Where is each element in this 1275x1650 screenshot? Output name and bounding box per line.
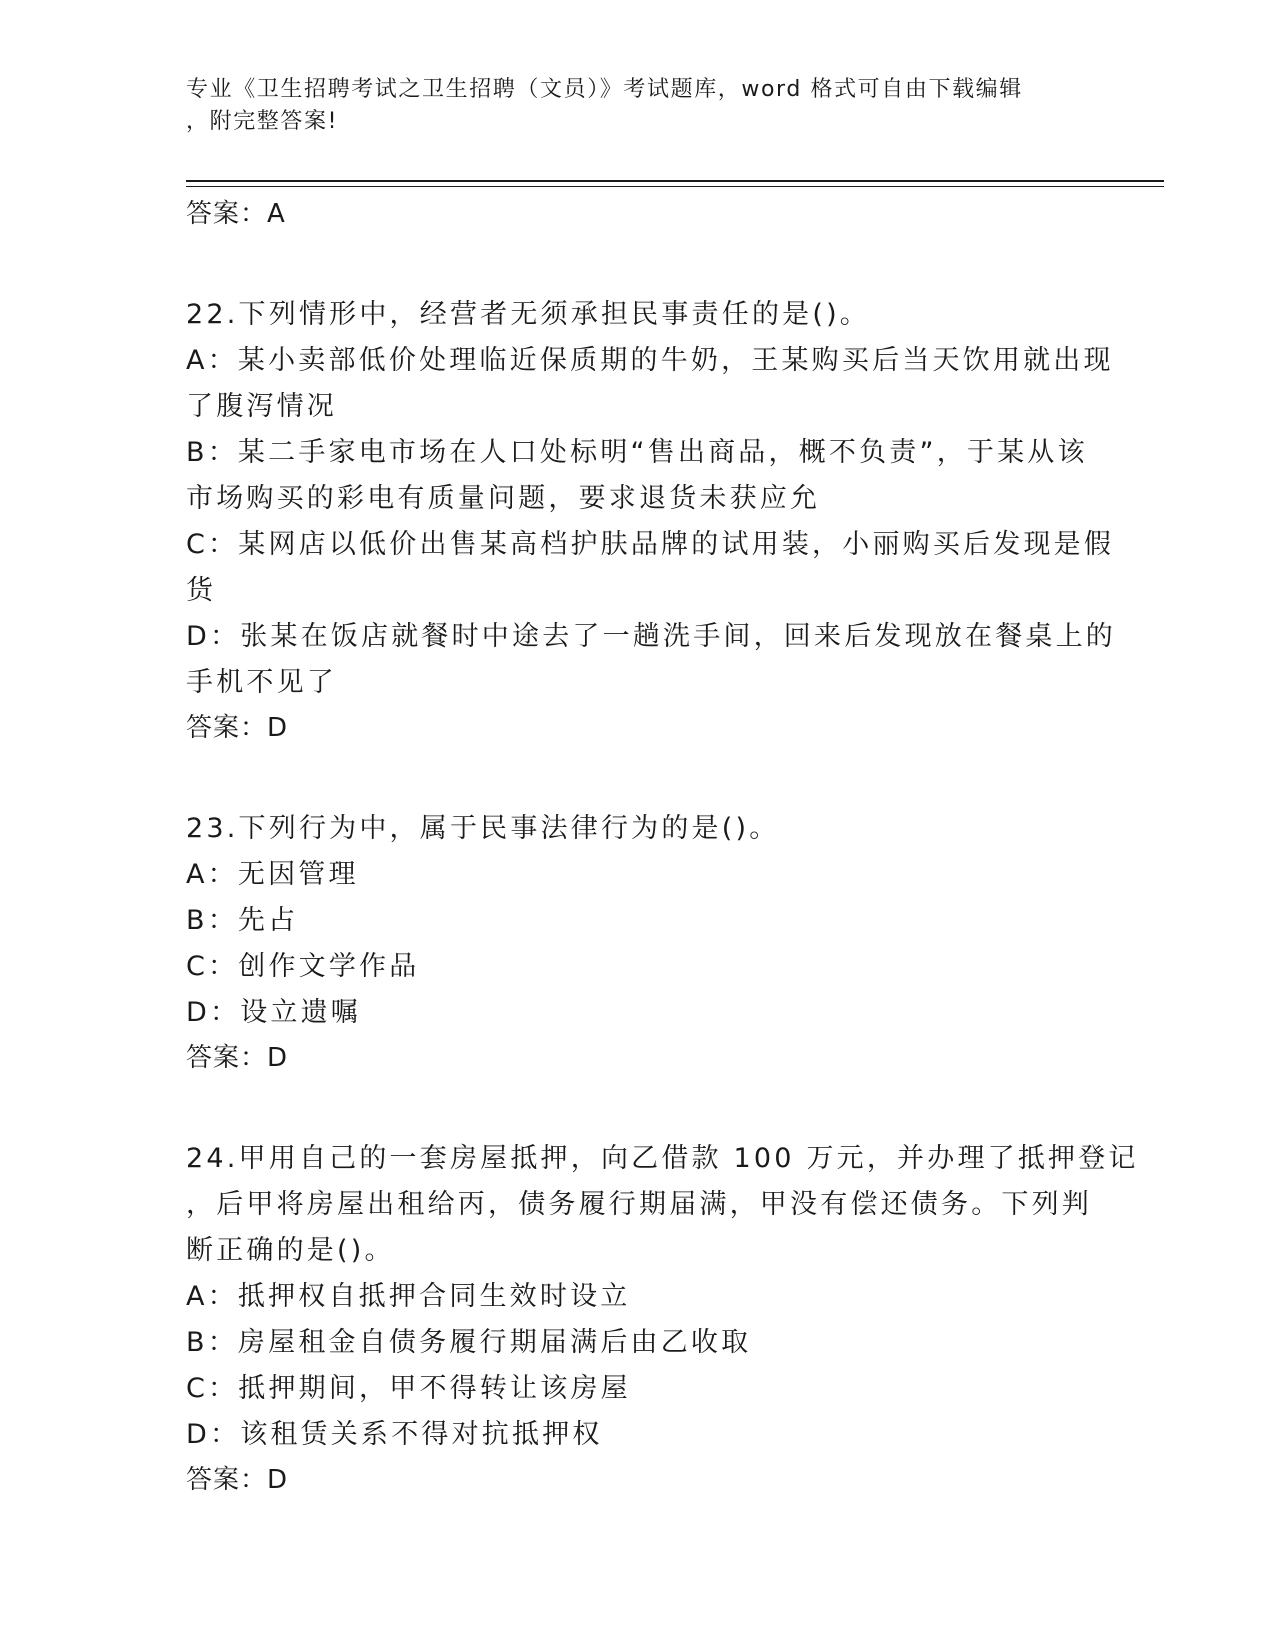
answer-previous: 答案：A <box>186 199 286 229</box>
question-23 <box>186 806 1086 1080</box>
question-22-option-c: C：某网店以低价出售某高档护肤品牌的试用装，小丽购买后发现是假 <box>186 529 1115 560</box>
question-22-option-b: B：某二手家电市场在人口处标明“售出商品，概不负责”，于某从该 <box>186 437 1088 468</box>
question-23-option-a: A：无因管理 <box>186 859 359 890</box>
question-24-option-c: C：抵押期间，甲不得转让该房屋 <box>186 1373 631 1404</box>
question-22-stem: 22.下列情形中，经营者无须承担民事责任的是()。 <box>186 299 871 330</box>
header-line-2: ，附完整答案! <box>186 109 339 134</box>
spacer <box>186 236 1086 292</box>
question-24-option-b: B：房屋租金自债务履行期届满后由乙收取 <box>186 1327 752 1358</box>
spacer <box>186 1080 1086 1136</box>
header-divider-thin <box>186 186 1164 187</box>
question-24-answer: 答案：D <box>186 1465 289 1495</box>
question-22-option-a: A：某小卖部低价处理临近保质期的牛奶，王某购买后当天饮用就出现 <box>186 345 1114 376</box>
question-23-option-c: C：创作文学作品 <box>186 951 420 982</box>
question-24 <box>186 1136 1139 1502</box>
question-22-answer: 答案：D <box>186 713 289 743</box>
question-24-stem: 24.甲用自己的一套房屋抵押，向乙借款 100 万元，并办理了抵押登记 <box>186 1143 1139 1174</box>
question-22-option-d-cont: 手机不见了 <box>186 667 337 698</box>
question-list <box>186 192 1139 1502</box>
question-23-answer: 答案：D <box>186 1043 289 1073</box>
question-23-option-d: D：设立遗嘱 <box>186 997 361 1028</box>
document-header <box>186 74 1066 138</box>
question-22-option-d: D：张某在饭店就餐时中途去了一趟洗手间，回来后发现放在餐桌上的 <box>186 621 1116 652</box>
question-24-option-d: D：该租赁关系不得对抗抵押权 <box>186 1419 603 1450</box>
question-22-option-c-cont: 货 <box>186 575 217 606</box>
question-24-option-a: A：抵押权自抵押合同生效时设立 <box>186 1281 631 1312</box>
question-22 <box>186 292 1116 750</box>
question-22-option-b-cont: 市场购买的彩电有质量问题，要求退货未获应允 <box>186 483 821 514</box>
header-line-1: 专业《卫生招聘考试之卫生招聘（文员）》考试题库，word 格式可自由下载编辑 <box>186 77 1023 102</box>
header-divider-thick <box>186 180 1164 182</box>
question-24-stem-cont-1: ，后甲将房屋出租给丙，债务履行期届满，甲没有偿还债务。下列判 <box>186 1189 1092 1220</box>
question-23-option-b: B：先占 <box>186 905 299 936</box>
spacer <box>186 750 1086 806</box>
question-22-option-a-cont: 了腹泻情况 <box>186 391 337 422</box>
question-24-stem-cont-2: 断正确的是()。 <box>186 1235 395 1266</box>
question-23-stem: 23.下列行为中，属于民事法律行为的是()。 <box>186 813 780 844</box>
